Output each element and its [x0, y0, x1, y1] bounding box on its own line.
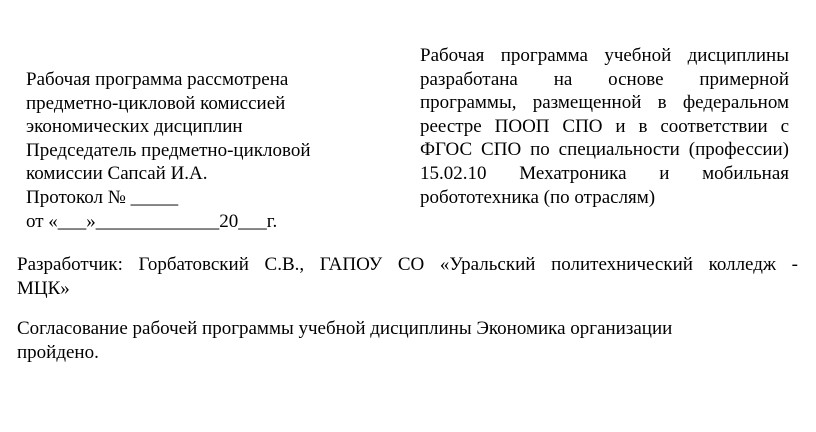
protocol-number-line: Протокол № _____ [26, 186, 179, 208]
basis-line-1: Рабочая программа учебной дисциплины [420, 45, 789, 66]
review-line-2: предметно-цикловой комиссией [26, 92, 286, 114]
protocol-date-line: от «___»_____________20___г. [26, 210, 278, 232]
developer-line-1: Разработчик: Горбатовский С.В., ГАПОУ СО «Уральский политехнический колледж - [17, 254, 798, 275]
chairman-name-line: комиссии Сапсай И.А. [26, 163, 208, 185]
review-block [26, 68, 366, 233]
review-line-3: экономических дисциплин [26, 116, 243, 138]
review-line-1: Рабочая программа рассмотрена [26, 69, 289, 90]
program-basis-block [420, 44, 789, 209]
basis-line-2: разработана на основе примерной [420, 68, 789, 90]
approval-line-2: пройдено. [17, 342, 99, 363]
developer-paragraph [17, 253, 798, 301]
chairman-line: Председатель предметно-цикловой [26, 139, 311, 161]
basis-line-4: реестре ПООП СПО и в соответствии с [420, 115, 789, 137]
basis-line-6: 15.02.10 Мехатроника и мобильная [420, 162, 789, 184]
basis-line-3: программы, размещенной в федеральном [420, 92, 789, 114]
basis-line-5: ФГОС СПО по специальности (профессии) [420, 139, 789, 161]
approval-paragraph [17, 317, 798, 365]
basis-line-7: робототехника (по отраслям) [420, 186, 656, 208]
developer-line-2: МЦК» [17, 277, 70, 299]
approval-line-1: Согласование рабочей программы учебной дисциплины Экономика организации [17, 318, 673, 339]
